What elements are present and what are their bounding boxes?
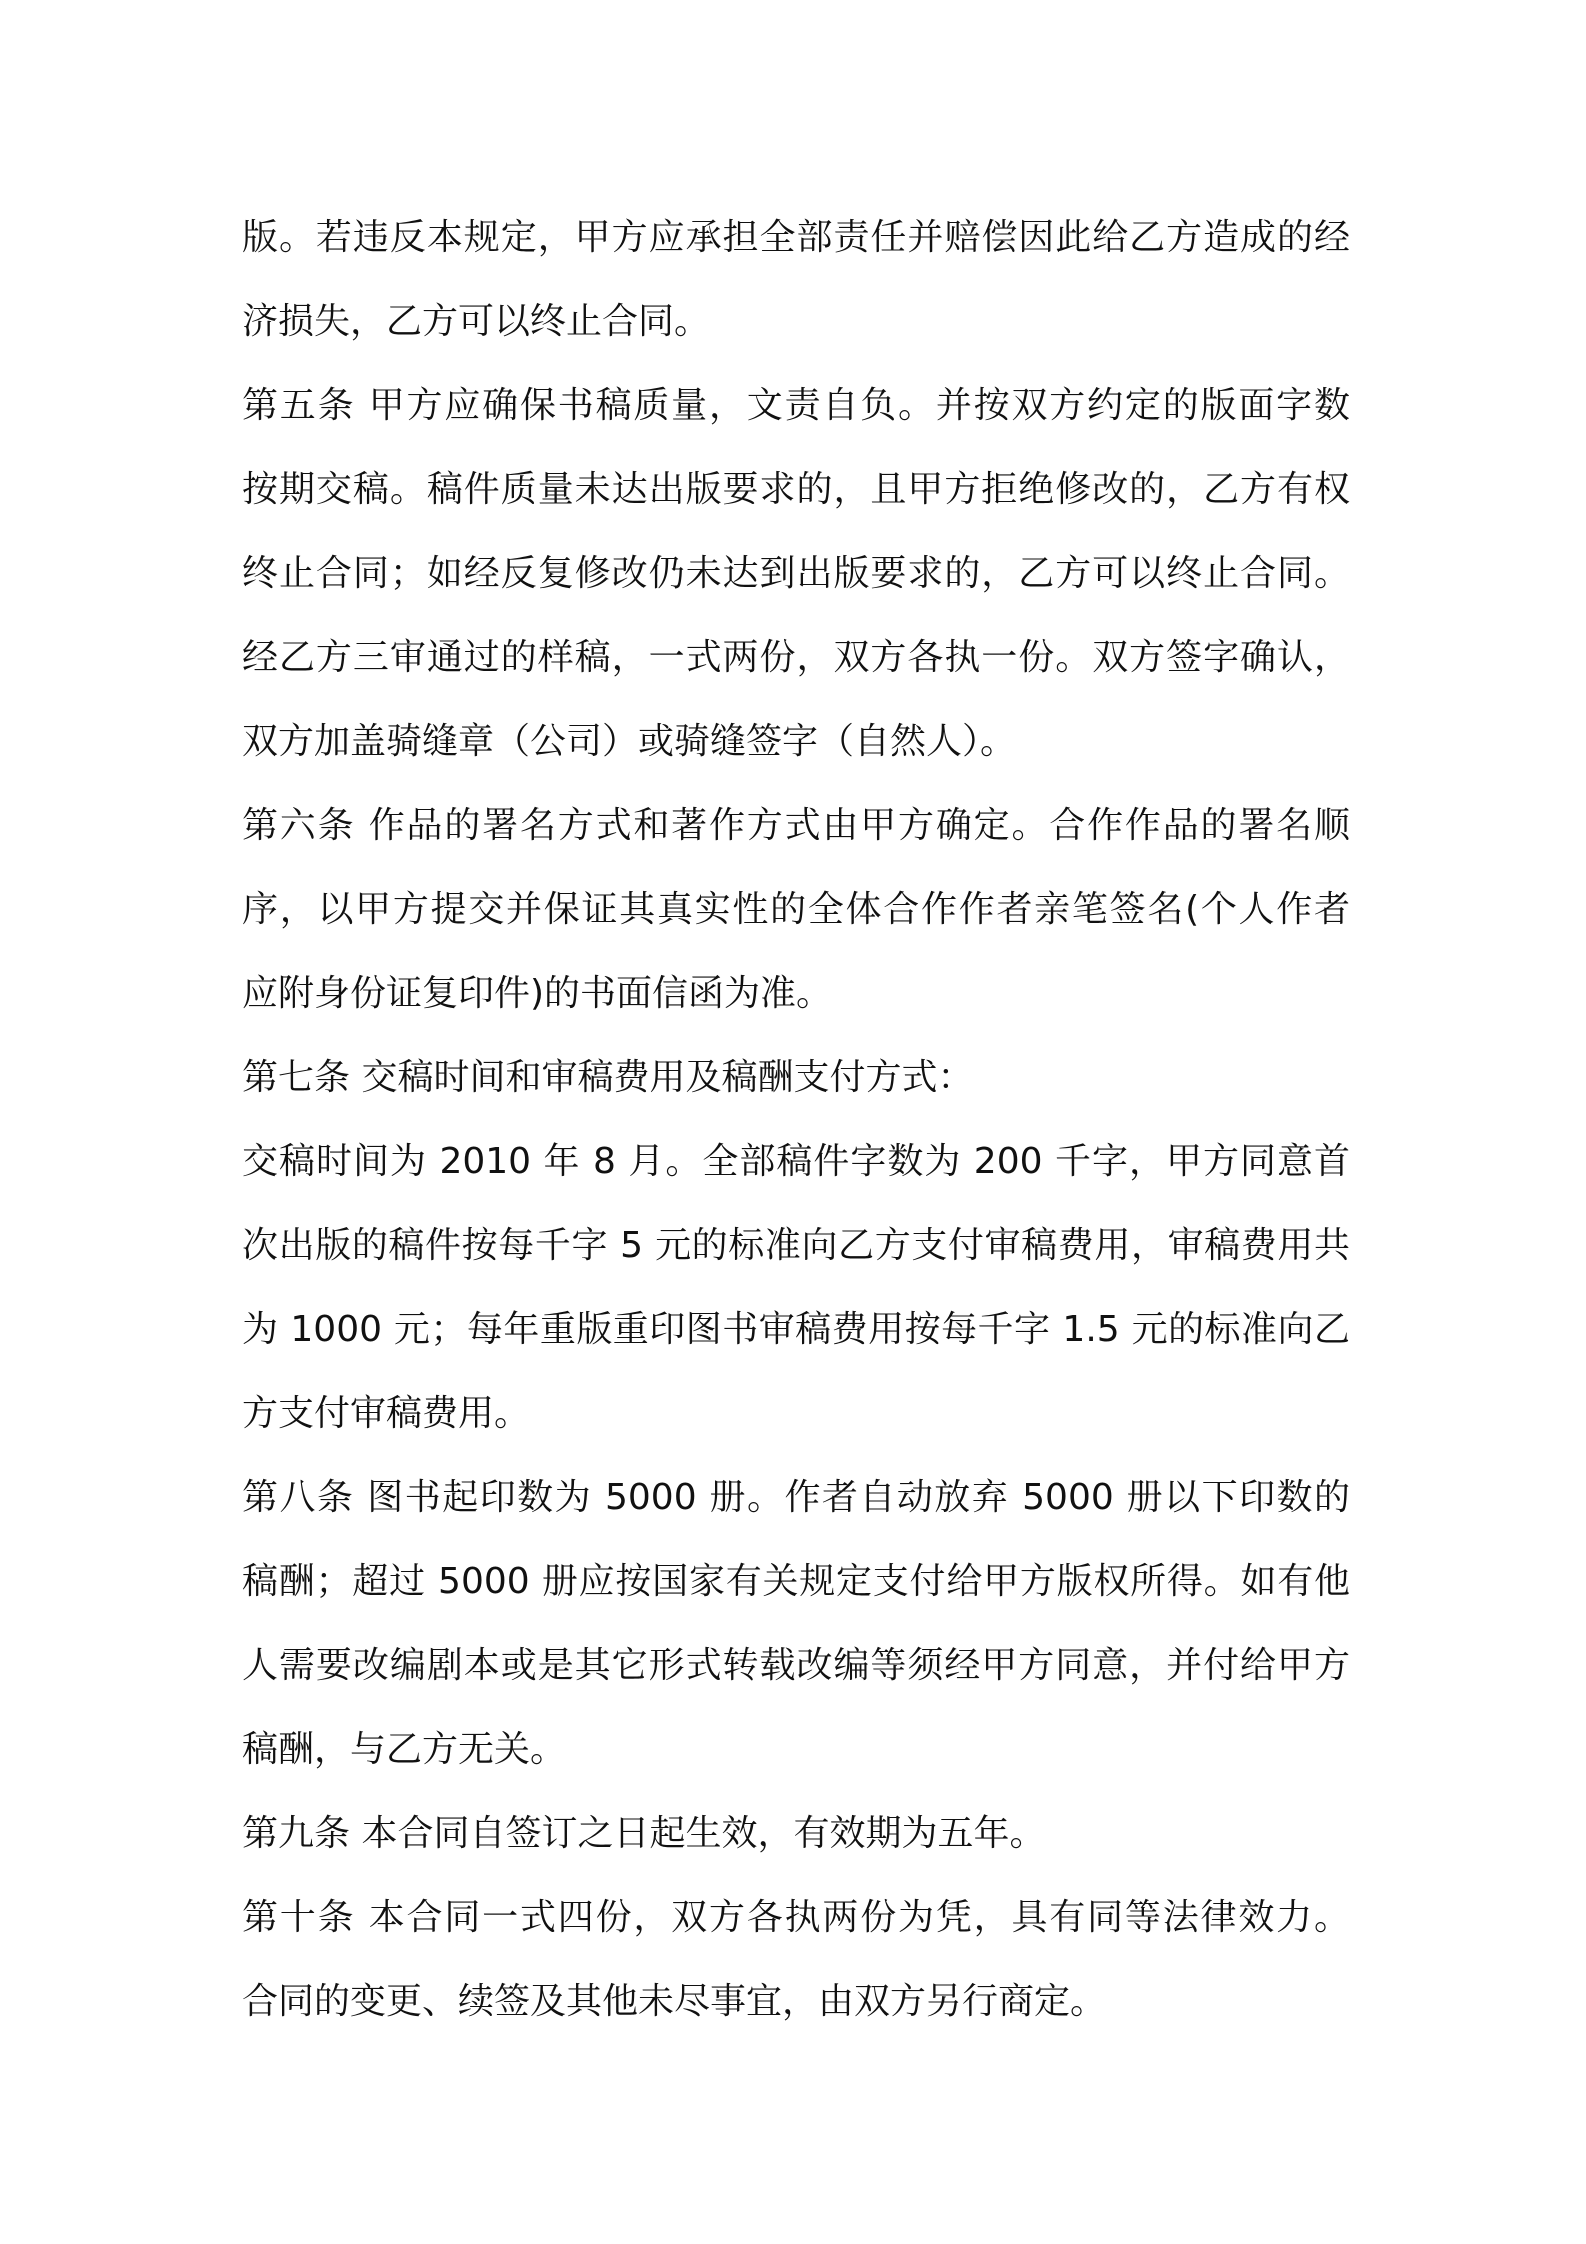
text-line: 终止合同；如经反复修改仍未达到出版要求的，乙方可以终止合同。 (242, 553, 1350, 594)
text-line: 稿酬，与乙方无关。 (242, 1729, 567, 1770)
text-line: 经乙方三审通过的样稿，一式两份，双方各执一份。双方签字确认， (242, 637, 1350, 678)
text-line: 次出版的稿件按每千字 5 元的标准向乙方支付审稿费用，审稿费用共 (242, 1225, 1350, 1266)
article-10-heading-line: 第十条 本合同一式四份，双方各执两份为凭，具有同等法律效力。 (242, 1897, 1350, 1938)
text-line: 交稿时间为 2010 年 8 月。全部稿件字数为 200 千字，甲方同意首 (242, 1141, 1350, 1182)
contract-body (242, 196, 1350, 2044)
article-8-heading-line: 第八条 图书起印数为 5000 册。作者自动放弃 5000 册以下印数的 (242, 1477, 1350, 1518)
text-line: 稿酬；超过 5000 册应按国家有关规定支付给甲方版权所得。如有他 (242, 1561, 1350, 1602)
text-line: 方支付审稿费用。 (242, 1393, 531, 1434)
text-line: 人需要改编剧本或是其它形式转载改编等须经甲方同意，并付给甲方 (242, 1645, 1350, 1686)
text-line: 为 1000 元；每年重版重印图书审稿费用按每千字 1.5 元的标准向乙 (242, 1309, 1350, 1350)
article-7-heading-line: 第七条 交稿时间和审稿费用及稿酬支付方式： (242, 1057, 974, 1098)
article-9-line: 第九条 本合同自签订之日起生效，有效期为五年。 (242, 1813, 1046, 1854)
text-line: 应附身份证复印件)的书面信函为准。 (242, 973, 833, 1014)
text-line: 序，以甲方提交并保证其真实性的全体合作作者亲笔签名(个人作者 (242, 889, 1350, 930)
text-line: 按期交稿。稿件质量未达出版要求的，且甲方拒绝修改的，乙方有权 (242, 469, 1350, 510)
text-line: 合同的变更、续签及其他未尽事宜，由双方另行商定。 (242, 1981, 1107, 2022)
article-5-heading-line: 第五条 甲方应确保书稿质量，文责自负。并按双方约定的版面字数 (242, 385, 1350, 426)
text-line: 济损失，乙方可以终止合同。 (242, 301, 711, 342)
text-line: 版。若违反本规定，甲方应承担全部责任并赔偿因此给乙方造成的经 (242, 217, 1350, 258)
text-line: 双方加盖骑缝章（公司）或骑缝签字（自然人）。 (242, 721, 1017, 762)
article-6-heading-line: 第六条 作品的署名方式和著作方式由甲方确定。合作作品的署名顺 (242, 805, 1350, 846)
